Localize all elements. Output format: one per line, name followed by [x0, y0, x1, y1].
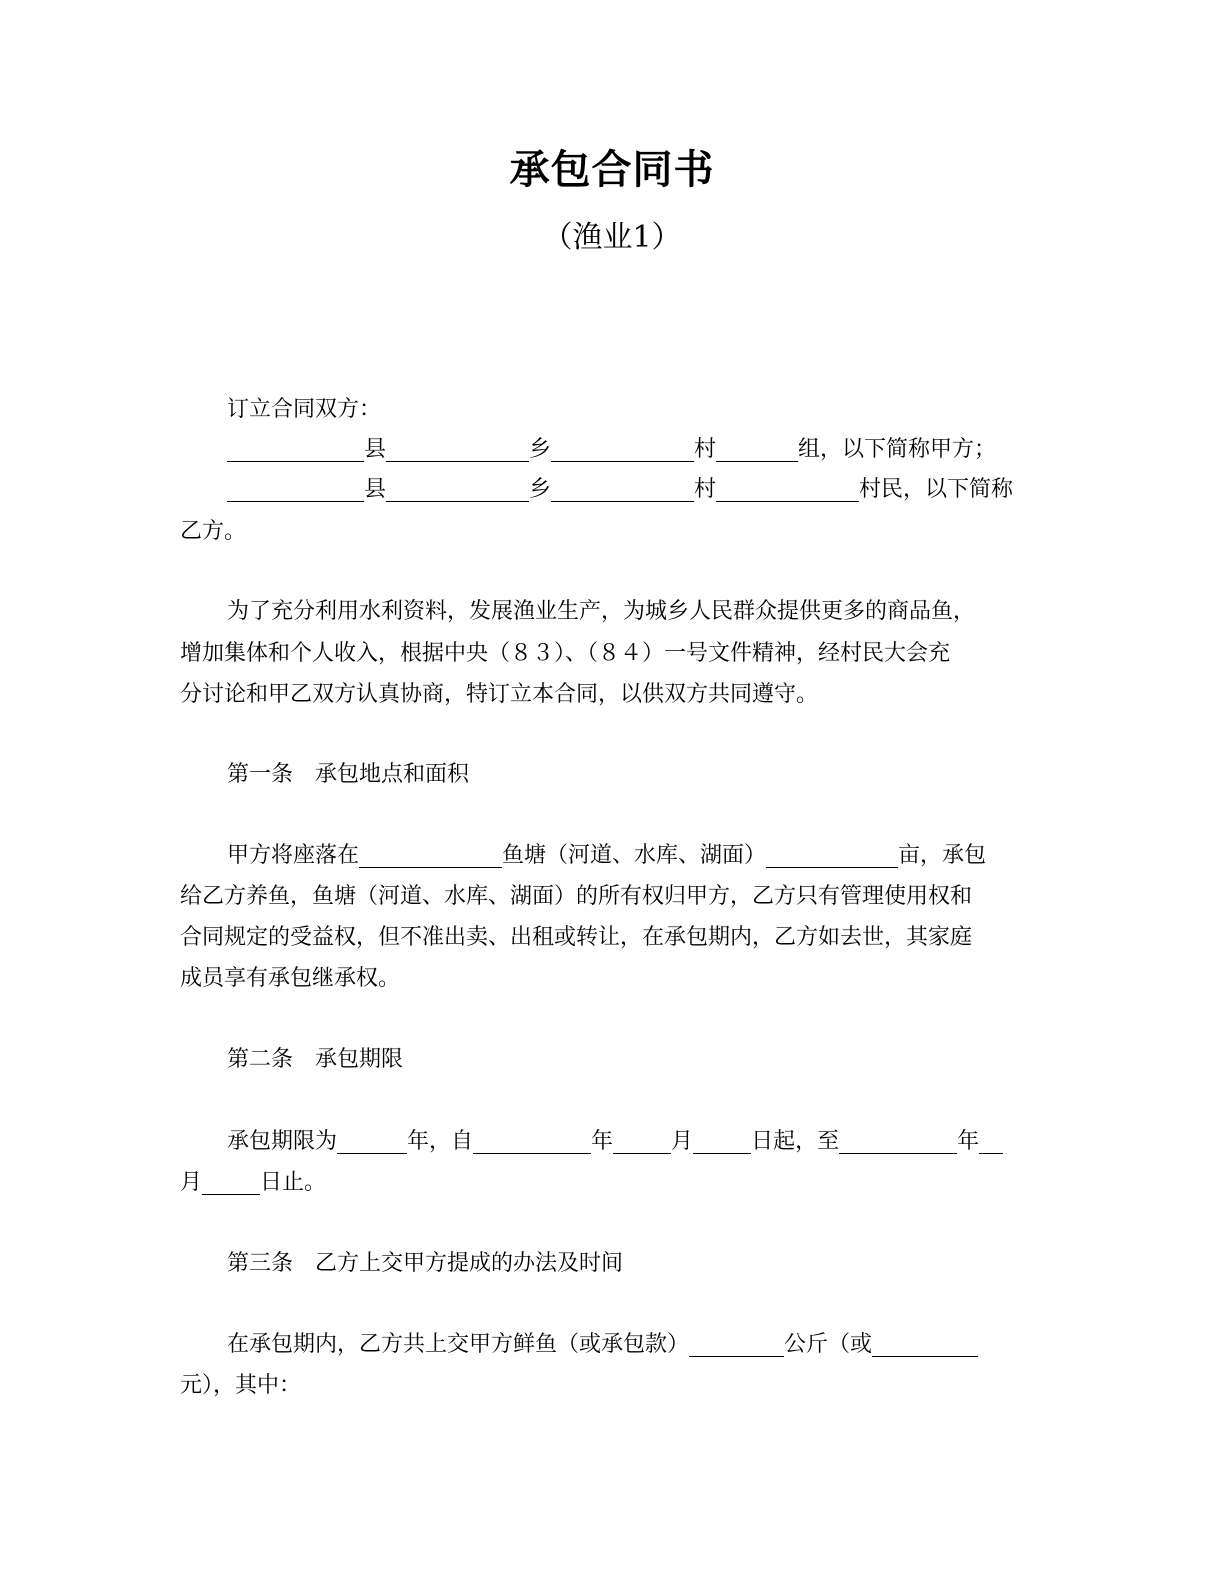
article-1-prefix: 甲方将座落在	[227, 843, 360, 868]
party-b-township: 乡	[529, 477, 552, 502]
article-3-line-2: 元），其中：	[180, 1373, 302, 1398]
article-1-heading: 第一条 承包地点和面积	[227, 762, 470, 787]
article-2-year-1: 年，自	[407, 1129, 474, 1154]
blank-field	[473, 1127, 591, 1154]
blank-field	[386, 435, 529, 462]
article-2-day-2: 日止。	[260, 1170, 327, 1195]
blank-field	[693, 1127, 751, 1154]
article-2-line-1	[227, 1122, 1050, 1162]
preamble-line-1: 为了充分利用水利资料，发展渔业生产，为城乡人民群众提供更多的商品鱼，	[227, 599, 976, 624]
party-a-line	[227, 430, 1050, 470]
blank-field	[613, 1127, 671, 1154]
party-b-county: 县	[364, 477, 387, 502]
article-3-line-1	[227, 1325, 1050, 1365]
document-title: 承包合同书	[509, 147, 715, 193]
blank-field	[551, 475, 694, 502]
blank-field	[766, 841, 898, 868]
party-a-group-suffix: 组，以下简称甲方；	[798, 437, 997, 462]
article-1-mid: 鱼塘（河道、水库、湖面）	[502, 843, 767, 868]
party-b-line	[227, 470, 1050, 510]
preamble-line-3: 分讨论和甲乙双方认真协商，特订立本合同，以供双方共同遵守。	[180, 682, 819, 707]
article-2-prefix: 承包期限为	[227, 1129, 338, 1154]
article-2-month-1: 月	[671, 1129, 694, 1154]
blank-field	[386, 475, 529, 502]
article-2-line-2	[180, 1163, 1050, 1203]
blank-field	[227, 435, 364, 462]
preamble-line-2: 增加集体和个人收入，根据中央（８３）、（８４）一号文件精神，经村民大会充	[180, 641, 951, 666]
party-a-village: 村	[694, 437, 717, 462]
party-a-township: 乡	[529, 437, 552, 462]
article-3-prefix: 在承包期内，乙方共上交甲方鲜鱼（或承包款）	[227, 1332, 690, 1357]
blank-field	[716, 435, 798, 462]
blank-field	[359, 841, 502, 868]
blank-field	[872, 1330, 978, 1357]
blank-field	[227, 475, 364, 502]
article-3-heading: 第三条 乙方上交甲方提成的办法及时间	[227, 1251, 624, 1276]
article-2-day-1: 日起，至	[751, 1129, 840, 1154]
parties-label: 订立合同双方：	[227, 397, 382, 422]
party-b-village: 村	[694, 477, 717, 502]
blank-field	[202, 1168, 260, 1195]
article-2-year-2: 年	[591, 1129, 614, 1154]
party-a-county: 县	[364, 437, 387, 462]
article-1-line-3: 合同规定的受益权，但不准出卖、出租或转让，在承包期内，乙方如去世，其家庭	[180, 925, 973, 950]
blank-field	[839, 1127, 957, 1154]
article-1-suffix: 亩，承包	[898, 843, 987, 868]
article-2-heading: 第二条 承包期限	[227, 1047, 404, 1072]
blank-field	[716, 475, 859, 502]
blank-field	[337, 1127, 407, 1154]
document-subtitle: （渔业1）	[542, 220, 682, 255]
article-1-line-4: 成员享有承包继承权。	[180, 966, 401, 991]
article-2-year-3: 年	[957, 1129, 980, 1154]
article-1-line-1	[227, 836, 1050, 876]
blank-field	[689, 1330, 784, 1357]
blank-field	[551, 435, 694, 462]
party-b-continuation: 乙方。	[180, 519, 247, 544]
blank-field	[979, 1127, 1003, 1154]
article-2-month-2: 月	[180, 1170, 203, 1195]
party-b-villager-suffix: 村民，以下简称	[859, 477, 1014, 502]
article-1-line-2: 给乙方养鱼，鱼塘（河道、水库、湖面）的所有权归甲方，乙方只有管理使用权和	[180, 884, 973, 909]
article-3-mid: 公斤（或	[784, 1332, 873, 1357]
